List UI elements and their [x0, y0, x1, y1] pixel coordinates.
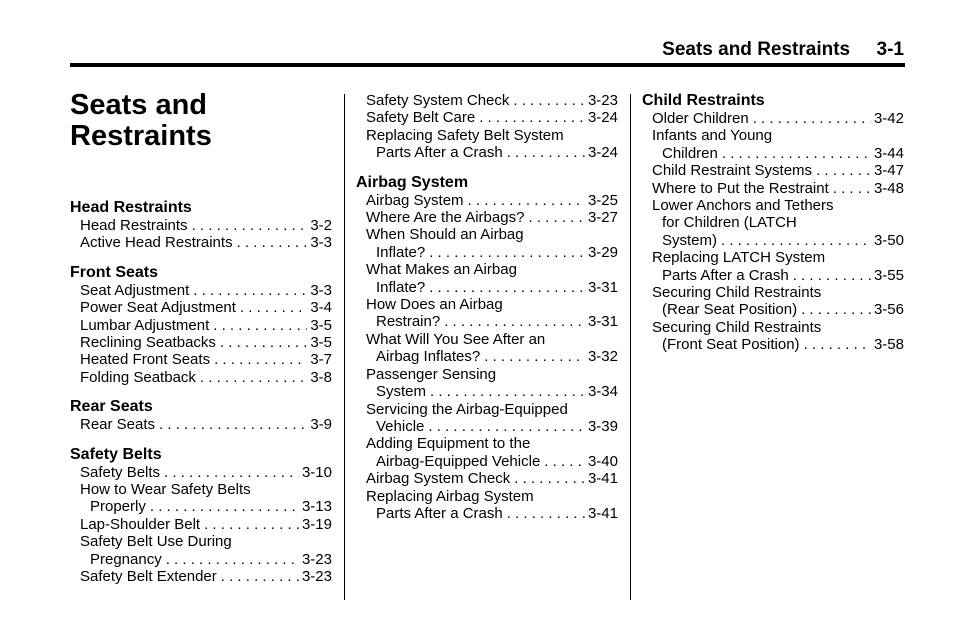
toc-page-number: 3-10: [301, 463, 332, 481]
toc-entry-label: Replacing Safety Belt System: [366, 126, 564, 144]
toc-entry-label: Restrain?: [376, 313, 441, 331]
toc-entry[interactable]: [356, 488, 618, 523]
toc-entry[interactable]: [356, 331, 618, 366]
toc-entry-label: Parts After a Crash: [662, 266, 789, 284]
toc-entry-label: Airbag System: [366, 191, 464, 209]
leader-dots: [193, 282, 307, 299]
leader-dots: [213, 317, 307, 334]
header-title: Seats and Restraints 3-1: [662, 39, 904, 60]
toc-entry[interactable]: [70, 568, 332, 585]
toc-page-number: 3-39: [587, 417, 618, 435]
toc-entry-label: Safety Belts: [80, 463, 161, 481]
toc-page-number: 3-32: [587, 348, 618, 366]
leader-dots: [164, 464, 299, 481]
toc-section: [70, 199, 332, 252]
toc-entry[interactable]: [356, 109, 618, 126]
toc-page-number: 3-50: [873, 231, 904, 249]
toc-page-number: 3-8: [310, 368, 332, 386]
toc-page-number: 3-31: [587, 313, 618, 331]
toc-page-number: 3-4: [310, 299, 332, 317]
toc-entry-label: Parts After a Crash: [376, 504, 503, 522]
section-title: Rear Seats: [70, 398, 153, 416]
toc-entry-label: Safety Belt Extender: [80, 568, 217, 586]
toc-page-number: 3-31: [587, 278, 618, 296]
toc-page-number: 3-24: [587, 144, 618, 162]
toc-page-number: 3-5: [310, 334, 332, 352]
toc-entry[interactable]: [642, 284, 904, 319]
toc-entry-label: How Does an Airbag: [366, 296, 503, 314]
toc-page-number: 3-58: [873, 336, 904, 354]
leader-dots: [428, 418, 585, 435]
leader-dots: [514, 470, 585, 487]
leader-dots: [214, 351, 307, 368]
toc-entry-label: Airbag Inflates?: [376, 348, 481, 366]
toc-entry[interactable]: [70, 234, 332, 251]
toc-entry-label: Rear Seats: [80, 416, 156, 434]
toc-page-number: 3-3: [310, 234, 332, 252]
toc-page-number: 3-48: [873, 179, 904, 197]
toc-entry-label: Inflate?: [376, 278, 426, 296]
toc-page-number: 3-41: [587, 470, 618, 488]
column-divider: [344, 94, 345, 600]
leader-dots: [721, 232, 871, 249]
toc-entry-label: Replacing LATCH System: [652, 249, 826, 267]
toc-entry-label: Replacing Airbag System: [366, 487, 534, 505]
toc-page-number: 3-2: [310, 217, 332, 234]
toc-page-number: 3-25: [587, 191, 618, 209]
toc-page-number: 3-3: [310, 281, 332, 299]
toc-entry[interactable]: [70, 481, 332, 516]
leader-dots: [204, 516, 299, 533]
leader-dots: [220, 334, 307, 351]
leader-dots: [479, 109, 585, 126]
toc-entry-label: When Should an Airbag: [366, 226, 524, 244]
toc-entry[interactable]: [70, 351, 332, 368]
toc-entry-label: Securing Child Restraints: [652, 284, 822, 302]
toc-entry[interactable]: [70, 533, 332, 568]
toc-entry[interactable]: [642, 249, 904, 284]
leader-dots: [544, 453, 585, 470]
section-title: Safety Belts: [70, 445, 162, 463]
toc-section: [70, 446, 332, 586]
header-rule: [70, 63, 905, 67]
toc-page-number: 3-40: [587, 452, 618, 470]
toc-column-3: [642, 92, 904, 366]
toc-entry-label: Infants and Young: [652, 127, 773, 145]
leader-dots: [221, 568, 299, 585]
toc-entry-label: for Children (LATCH: [662, 214, 797, 232]
toc-entry-label: Airbag-Equipped Vehicle: [376, 452, 541, 470]
toc-entry[interactable]: [356, 127, 618, 162]
toc-entry[interactable]: [70, 464, 332, 481]
toc-column-1: [70, 90, 332, 598]
toc-page-number: 3-41: [587, 504, 618, 522]
leader-dots: [484, 348, 585, 365]
leader-dots: [804, 336, 871, 353]
toc-entry-label: Servicing the Airbag-Equipped: [366, 400, 568, 418]
toc-entry[interactable]: [642, 110, 904, 127]
toc-entry[interactable]: [356, 209, 618, 226]
leader-dots: [468, 192, 585, 209]
leader-dots: [429, 244, 585, 261]
toc-entry-label: (Front Seat Position): [662, 336, 800, 354]
leader-dots: [159, 416, 307, 433]
leader-dots: [237, 234, 308, 251]
toc-page-number: 3-34: [587, 383, 618, 401]
toc-page-number: 3-44: [873, 144, 904, 162]
toc-entry-label: Properly: [90, 498, 146, 516]
toc-page-number: 3-5: [310, 316, 332, 334]
leader-dots: [507, 505, 585, 522]
toc-section: [70, 398, 332, 433]
toc-entry-label: Seat Adjustment: [80, 281, 190, 299]
toc-entry[interactable]: [356, 92, 618, 109]
leader-dots: [833, 180, 871, 197]
toc-entry-label: Children: [662, 144, 718, 162]
toc-entry-label: Where Are the Airbags?: [366, 209, 525, 227]
leader-dots: [507, 144, 585, 161]
toc-page-number: 3-7: [310, 351, 332, 369]
leader-dots: [192, 217, 308, 234]
toc-entry[interactable]: [70, 416, 332, 433]
toc-column-2: [356, 92, 618, 534]
toc-entry[interactable]: [70, 299, 332, 316]
toc-entry[interactable]: [356, 401, 618, 436]
toc-section: [356, 174, 618, 523]
toc-entry[interactable]: [356, 192, 618, 209]
leader-dots: [528, 209, 585, 226]
toc-entry-label: Safety Belt Care: [366, 109, 476, 127]
leader-dots: [722, 145, 871, 162]
leader-dots: [816, 162, 871, 179]
toc-page-number: 3-56: [873, 301, 904, 319]
toc-entry-label: Lower Anchors and Tethers: [652, 197, 834, 215]
running-header: [70, 38, 904, 64]
toc-entry-label: Passenger Sensing: [366, 365, 497, 383]
toc-entry-label: Safety System Check: [366, 92, 510, 109]
leader-dots: [444, 313, 585, 330]
toc-entry[interactable]: [642, 180, 904, 197]
leader-dots: [240, 299, 307, 316]
toc-entry-label: Vehicle: [376, 417, 425, 435]
toc-entry-label: Where to Put the Restraint: [652, 179, 829, 197]
toc-page-number: 3-55: [873, 266, 904, 284]
toc-entry-label: Child Restraint Systems: [652, 162, 813, 180]
toc-entry[interactable]: [70, 369, 332, 386]
toc-entry[interactable]: [642, 319, 904, 354]
toc-entry[interactable]: [642, 127, 904, 162]
toc-section: [70, 264, 332, 386]
toc-entry-label: (Rear Seat Position): [662, 301, 798, 319]
leader-dots: [429, 279, 585, 296]
toc-entry-label: Parts After a Crash: [376, 144, 503, 162]
leader-dots: [430, 383, 585, 400]
toc-page-number: 3-23: [587, 92, 618, 109]
toc-page-number: 3-42: [873, 110, 904, 127]
toc-entry-label: Pregnancy: [90, 550, 162, 568]
section-title: Airbag System: [356, 173, 469, 191]
toc-entry-label: Airbag System Check: [366, 470, 511, 488]
toc-entry[interactable]: [356, 226, 618, 261]
toc-page-number: 3-23: [301, 568, 332, 586]
toc-entry[interactable]: [356, 261, 618, 296]
toc-entry-label: System): [662, 231, 718, 249]
toc-entry-label: How to Wear Safety Belts: [80, 481, 251, 499]
leader-dots: [200, 369, 307, 386]
toc-entry[interactable]: [642, 162, 904, 179]
toc-entry-label: Power Seat Adjustment: [80, 299, 236, 317]
toc-entry-label: Heated Front Seats: [80, 351, 211, 369]
toc-page-number: 3-27: [587, 209, 618, 227]
leader-dots: [166, 551, 299, 568]
toc-entry-label: What Makes an Airbag: [366, 261, 517, 279]
toc-entry-label: System: [376, 383, 427, 401]
toc-entry-label: Active Head Restraints: [80, 234, 233, 252]
toc-section: [642, 92, 904, 354]
toc-entry-label: Inflate?: [376, 243, 426, 261]
toc-entry-label: Lap-Shoulder Belt: [80, 515, 201, 533]
toc-page-number: 3-24: [587, 109, 618, 127]
toc-entry-label: What Will You See After an: [366, 330, 546, 348]
toc-entry[interactable]: [70, 334, 332, 351]
toc-entry[interactable]: [70, 516, 332, 533]
toc-entry-label: Folding Seatback: [80, 368, 196, 386]
toc-entry-label: Securing Child Restraints: [652, 318, 822, 336]
leader-dots: [753, 110, 871, 127]
toc-page-number: 3-19: [301, 515, 332, 533]
toc-page-number: 3-13: [301, 498, 332, 516]
chapter-title: Seats and Restraints: [70, 89, 212, 152]
leader-dots: [793, 267, 871, 284]
toc-entry-label: Adding Equipment to the: [366, 435, 531, 453]
toc-entry[interactable]: [642, 197, 904, 249]
toc-page-number: 3-9: [310, 416, 332, 434]
toc-section: [356, 92, 618, 162]
toc-entry-label: Older Children: [652, 110, 749, 127]
toc-entry[interactable]: [356, 296, 618, 331]
toc-page-number: 3-29: [587, 243, 618, 261]
section-title: Front Seats: [70, 263, 159, 281]
toc-page-number: 3-23: [301, 550, 332, 568]
toc-entry[interactable]: [70, 217, 332, 234]
section-title: Head Restraints: [70, 199, 192, 216]
column-divider: [630, 94, 631, 600]
toc-entry-label: Head Restraints: [80, 217, 188, 234]
toc-entry-label: Reclining Seatbacks: [80, 334, 216, 352]
leader-dots: [801, 301, 871, 318]
leader-dots: [513, 92, 585, 109]
section-title: Child Restraints: [642, 92, 765, 109]
leader-dots: [150, 498, 299, 515]
toc-page-number: 3-47: [873, 162, 904, 180]
toc-entry[interactable]: [356, 435, 618, 470]
toc-entry[interactable]: [70, 282, 332, 299]
toc-entry-label: Safety Belt Use During: [80, 533, 232, 551]
toc-entry-label: Lumbar Adjustment: [80, 316, 210, 334]
toc-entry[interactable]: [356, 470, 618, 487]
toc-entry[interactable]: [70, 317, 332, 334]
toc-entry[interactable]: [356, 366, 618, 401]
